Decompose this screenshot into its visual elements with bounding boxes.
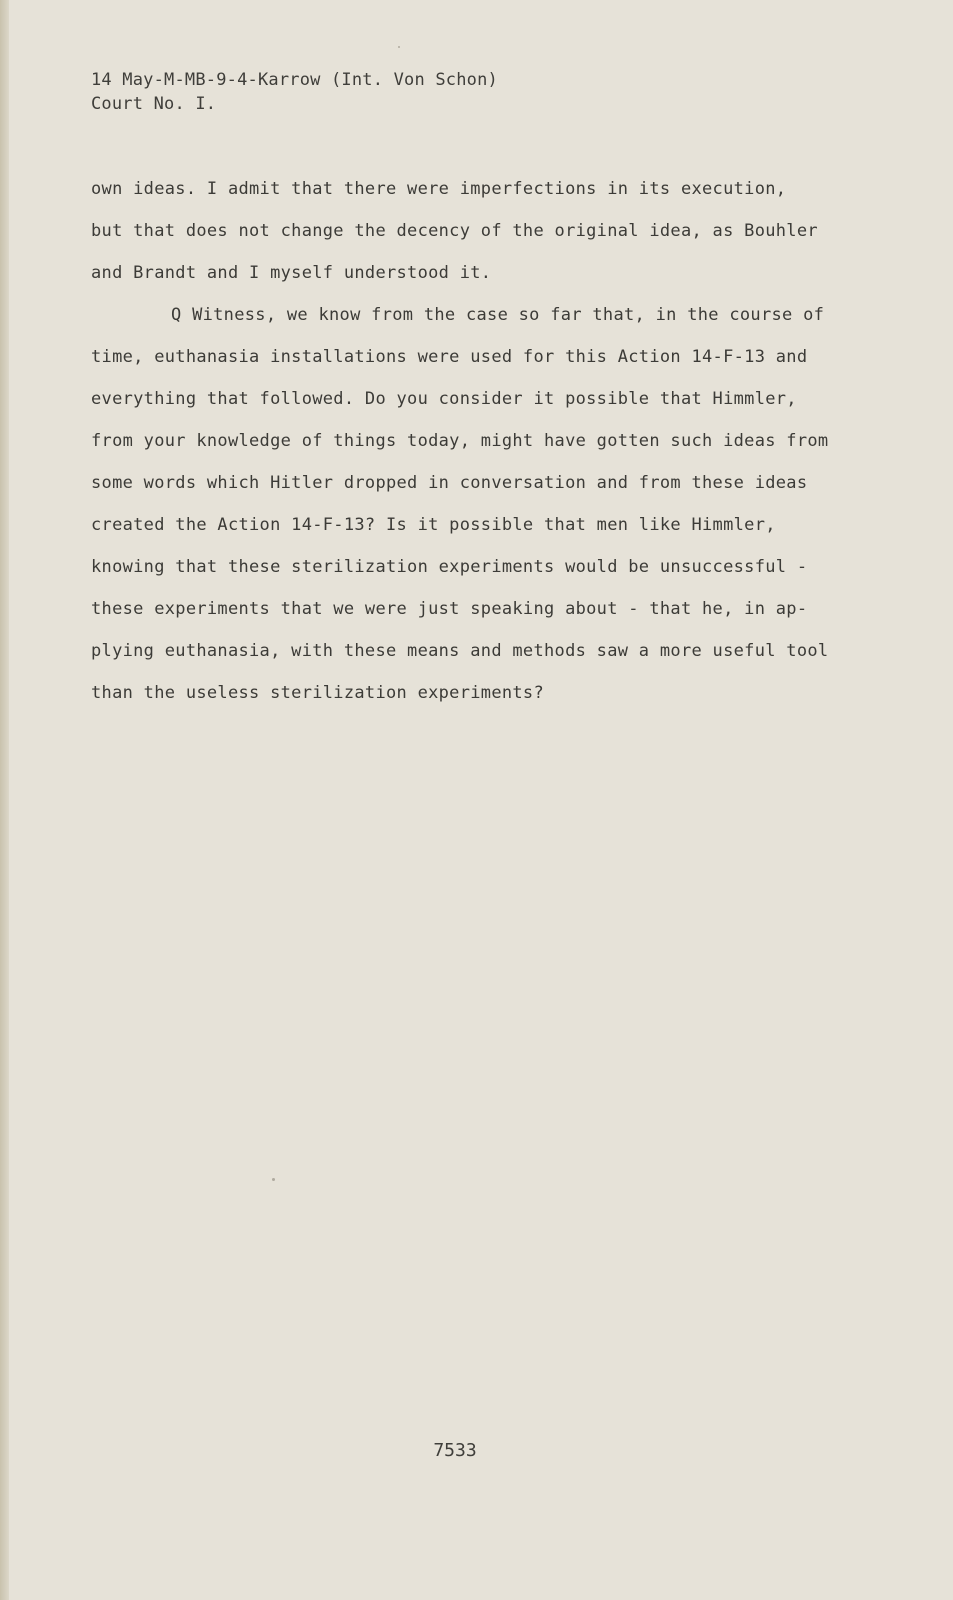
- transcript-line: and Brandt and I myself understood it.: [91, 263, 492, 283]
- transcript-line: than the useless sterilization experiments?: [91, 683, 544, 703]
- transcript-line: plying euthanasia, with these means and methods saw a more useful tool: [91, 641, 829, 661]
- paper-speck: [272, 1178, 275, 1181]
- transcript-line: from your knowledge of things today, might have gotten such ideas from: [91, 431, 829, 451]
- question-line: Q Witness, we know from the case so far that, in the course of: [171, 305, 825, 325]
- transcript-line: created the Action 14-F-13? Is it possible that men like Himmler,: [91, 515, 776, 535]
- transcript-line: some words which Hitler dropped in conversation and from these ideas: [91, 473, 808, 493]
- transcript-body: [91, 168, 851, 714]
- header-reference-line: 14 May-M-MB-9-4-Karrow (Int. Von Schon): [91, 70, 498, 90]
- transcript-line: own ideas. I admit that there were imperfections in its execution,: [91, 179, 787, 199]
- transcript-line: everything that followed. Do you consider it possible that Himmler,: [91, 389, 797, 409]
- transcript-line: these experiments that we were just speaking about - that he, in ap-: [91, 599, 808, 619]
- document-header: [91, 68, 498, 116]
- paper-edge: [0, 0, 9, 1600]
- page-number: 7533: [433, 1440, 477, 1461]
- transcript-line: but that does not change the decency of the original idea, as Bouhler: [91, 221, 818, 241]
- transcript-line: time, euthanasia installations were used for this Action 14-F-13 and: [91, 347, 808, 367]
- transcript-line: knowing that these sterilization experiments would be unsuccessful -: [91, 557, 808, 577]
- paper-speck: [398, 46, 400, 48]
- header-court-line: Court No. I.: [91, 94, 217, 114]
